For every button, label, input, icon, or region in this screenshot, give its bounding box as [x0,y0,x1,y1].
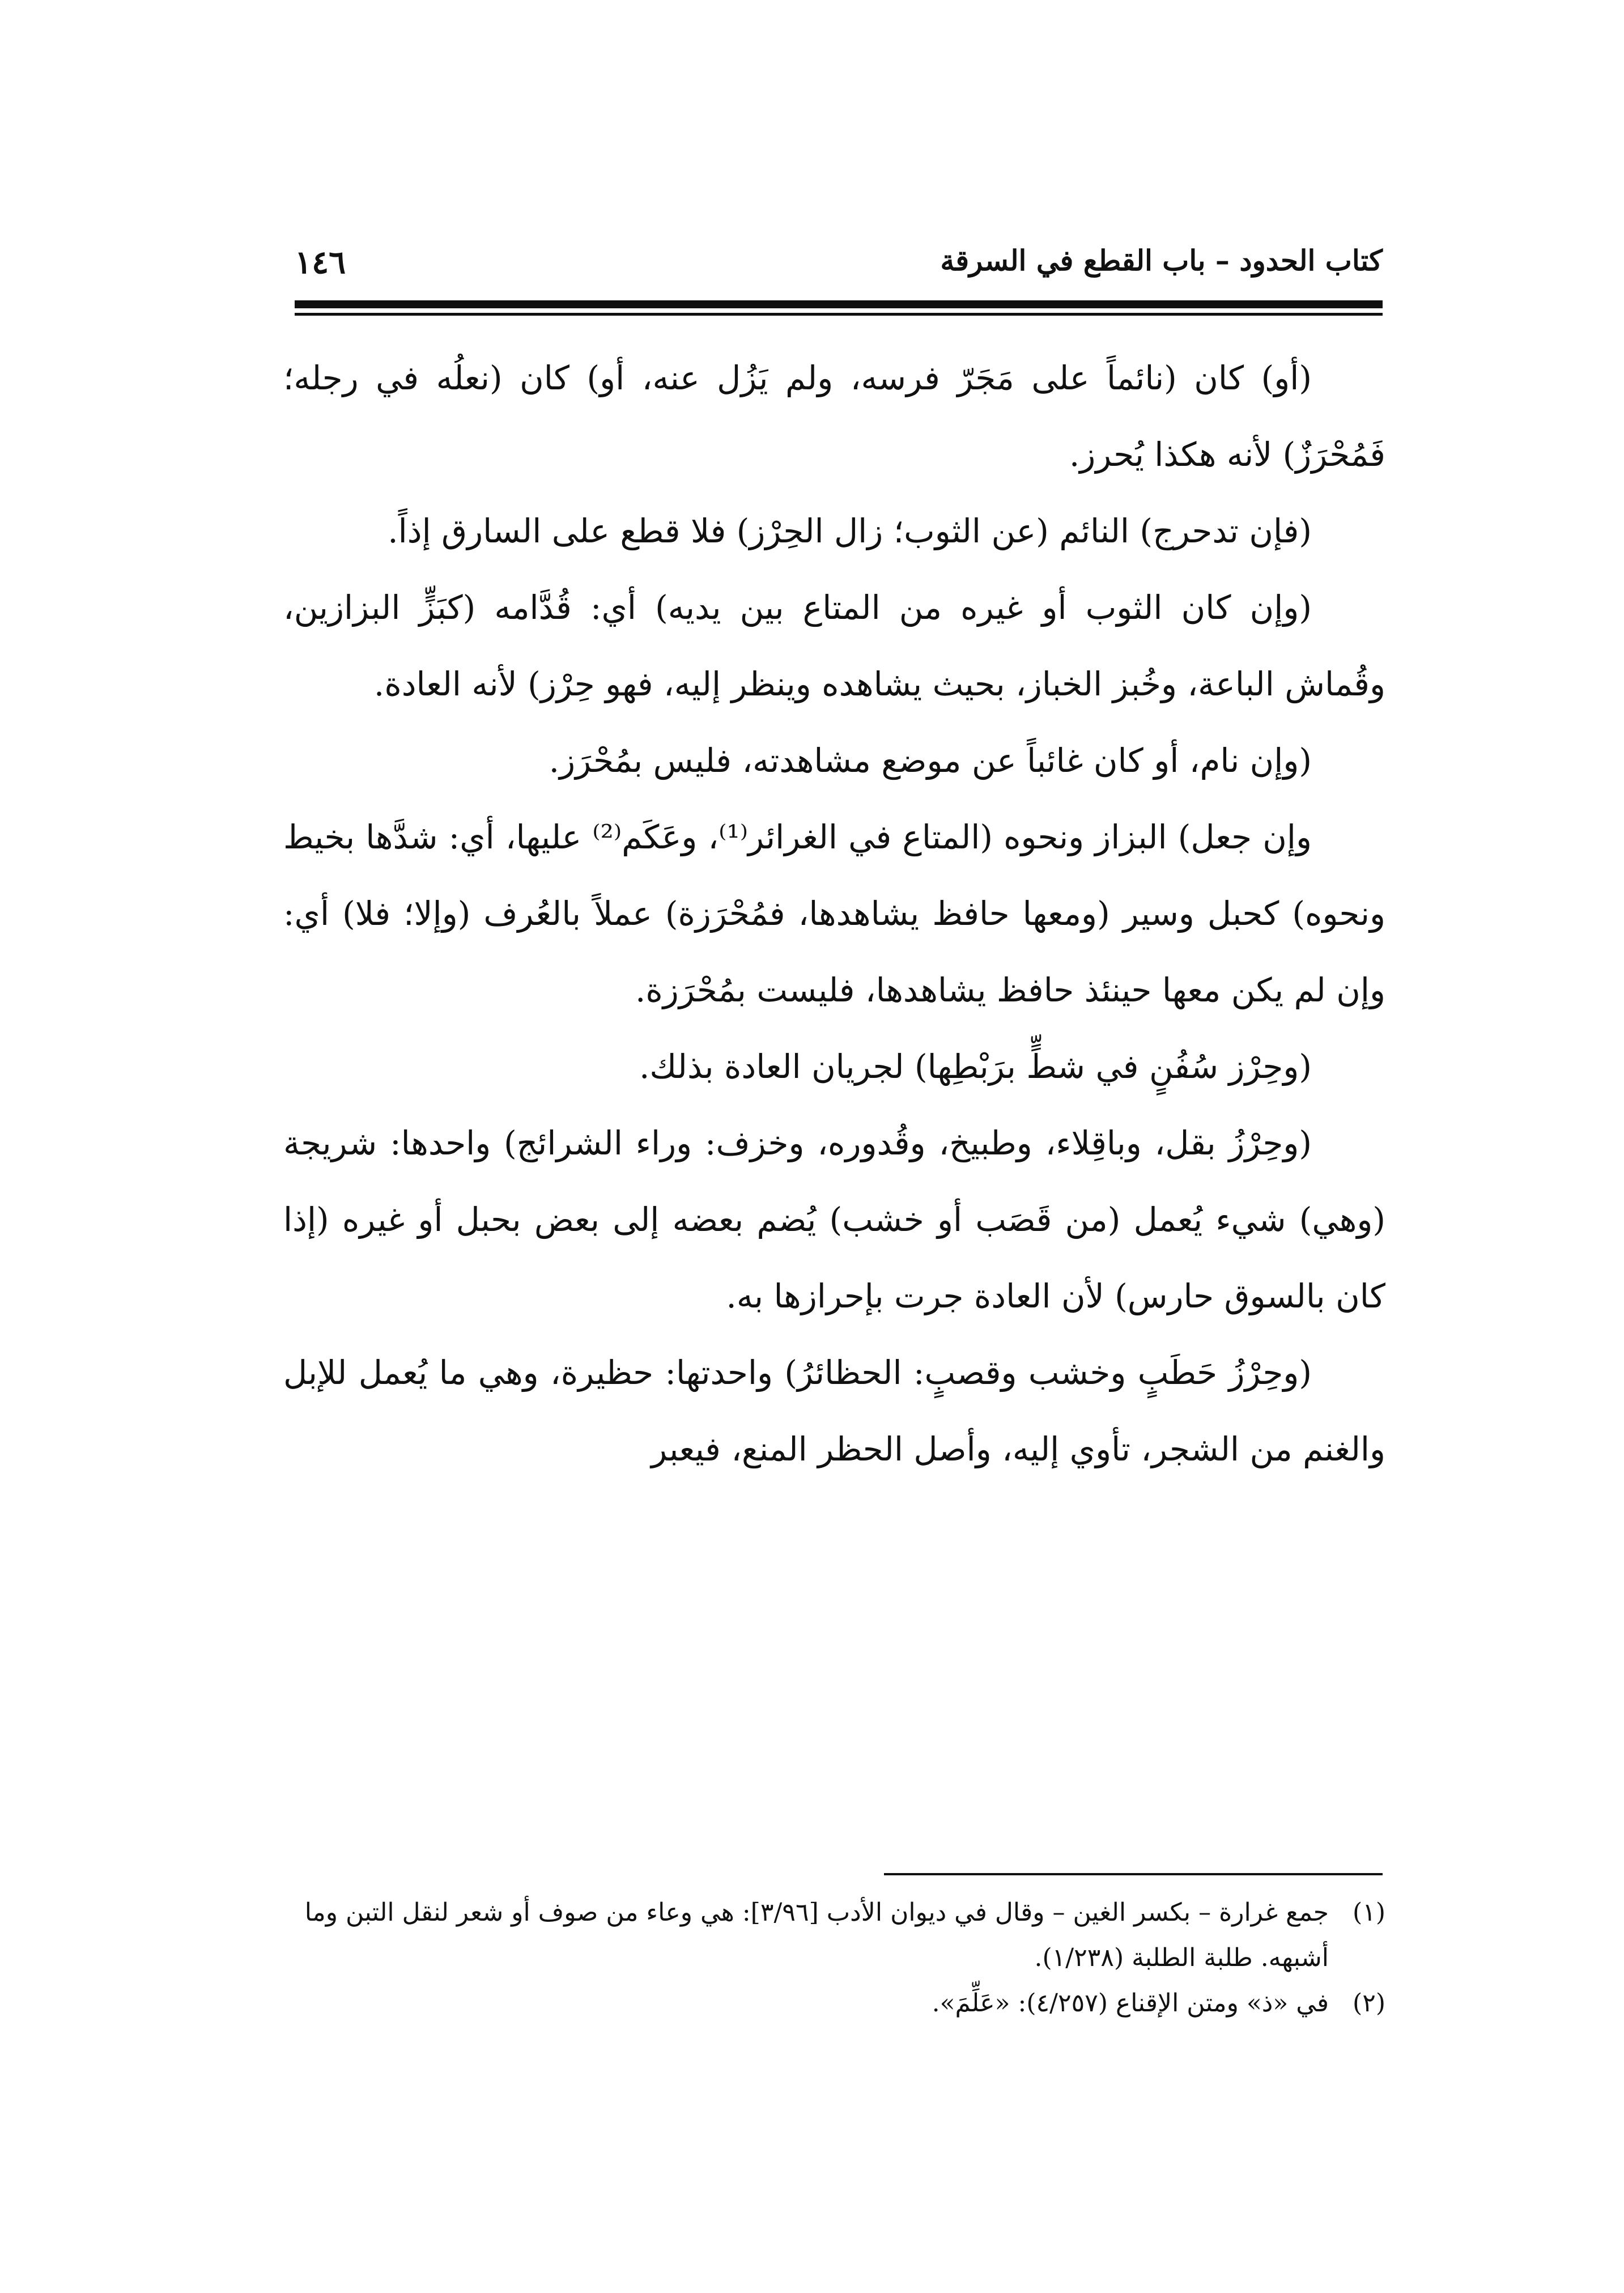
footnote [283,1981,1385,2026]
footnote-text: جمع غرارة – بكسر الغين – وقال في ديوان الأدب [٣/٩٦]: هي وعاء من صوف أو شعر لنقل التبن وما أشبهه. طلبة الطلبة (١/٢٣٨). [304,1898,1329,1972]
paragraph: (وحِرْز سُفُنٍ في شطٍّ برَبْطِها) لجريان العادة بذلك. [639,1047,1312,1086]
page-header [295,244,1383,289]
paragraph: وإن جعل) البزاز ونحوه (المتاع في الغرائر⁽¹⁾، وعَكَم⁽²⁾ عليها، أي: شدَّها بخيط ونحوه) كحبل وسير (ومعها حافظ يشاهدها، فمُحْرَزة) عملاً بالعُرف (وإلا؛ فلا) أي: وإن لم يكن معها حينئذ حافظ يشاهدها، فليست بمُحْرَزة. [283,818,1385,1009]
footnote-separator [884,1873,1383,1875]
paragraph: (وإن كان الثوب أو غيره من المتاع بين يديه) أي: قُدَّامه (كبَزٍّ البزازين، وقُماش الباعة، وخُبز الخباز، بحيث يشاهده وينظر إليه، فهو حِرْز) لأنه العادة. [283,588,1385,703]
footnote-text: في «ذ» ومتن الإقناع (٤/٢٥٧): «عَلِّمَ». [932,1989,1329,2018]
running-title: كتاب الحدود – باب القطع في السرقة [940,244,1383,277]
main-text [283,340,1385,1488]
page-number: ١٤٦ [295,244,346,281]
paragraph: (وحِرْزُ حَطَبٍ وخشب وقصبٍ: الحظائرُ) واحدتها: حظيرة، وهي ما يُعمل للإبل والغنم من الشجر، تأوي إليه، وأصل الحظر المنع، فيعبر [283,1353,1385,1468]
footnote [283,1890,1385,1981]
paragraph: (فإن تدحرج) النائم (عن الثوب؛ زال الحِرْز) فلا قطع على السارق إذاً. [388,512,1312,550]
paragraph: (وإن نام، أو كان غائباً عن موضع مشاهدته، فليس بمُحْرَز. [549,741,1312,780]
header-rule-thick [295,300,1383,308]
paragraph: (وحِرْزُ بقل، وباقِلاء، وطبيخ، وقُدوره، وخزف: وراء الشرائج) واحدها: شريجة (وهي) شيء يُعمل (من قَصَب أو خشب) يُضم بعضه إلى بعض بحبل أو غيره (إذا كان بالسوق حارس) لأن العادة جرت بإحرازها به. [283,1124,1385,1315]
paragraph: (أو) كان (نائماً على مَجَرّ فرسه، ولم يَزُل عنه، أو) كان (نعلُه في رجله؛ فَمُحْرَزٌ) لأنه هكذا يُحرز. [283,359,1385,474]
footnote-number: (١) [1353,1898,1385,1927]
footnote-number: (٢) [1353,1989,1385,2018]
footnotes [283,1890,1385,2026]
header-rule-thin [295,313,1383,316]
